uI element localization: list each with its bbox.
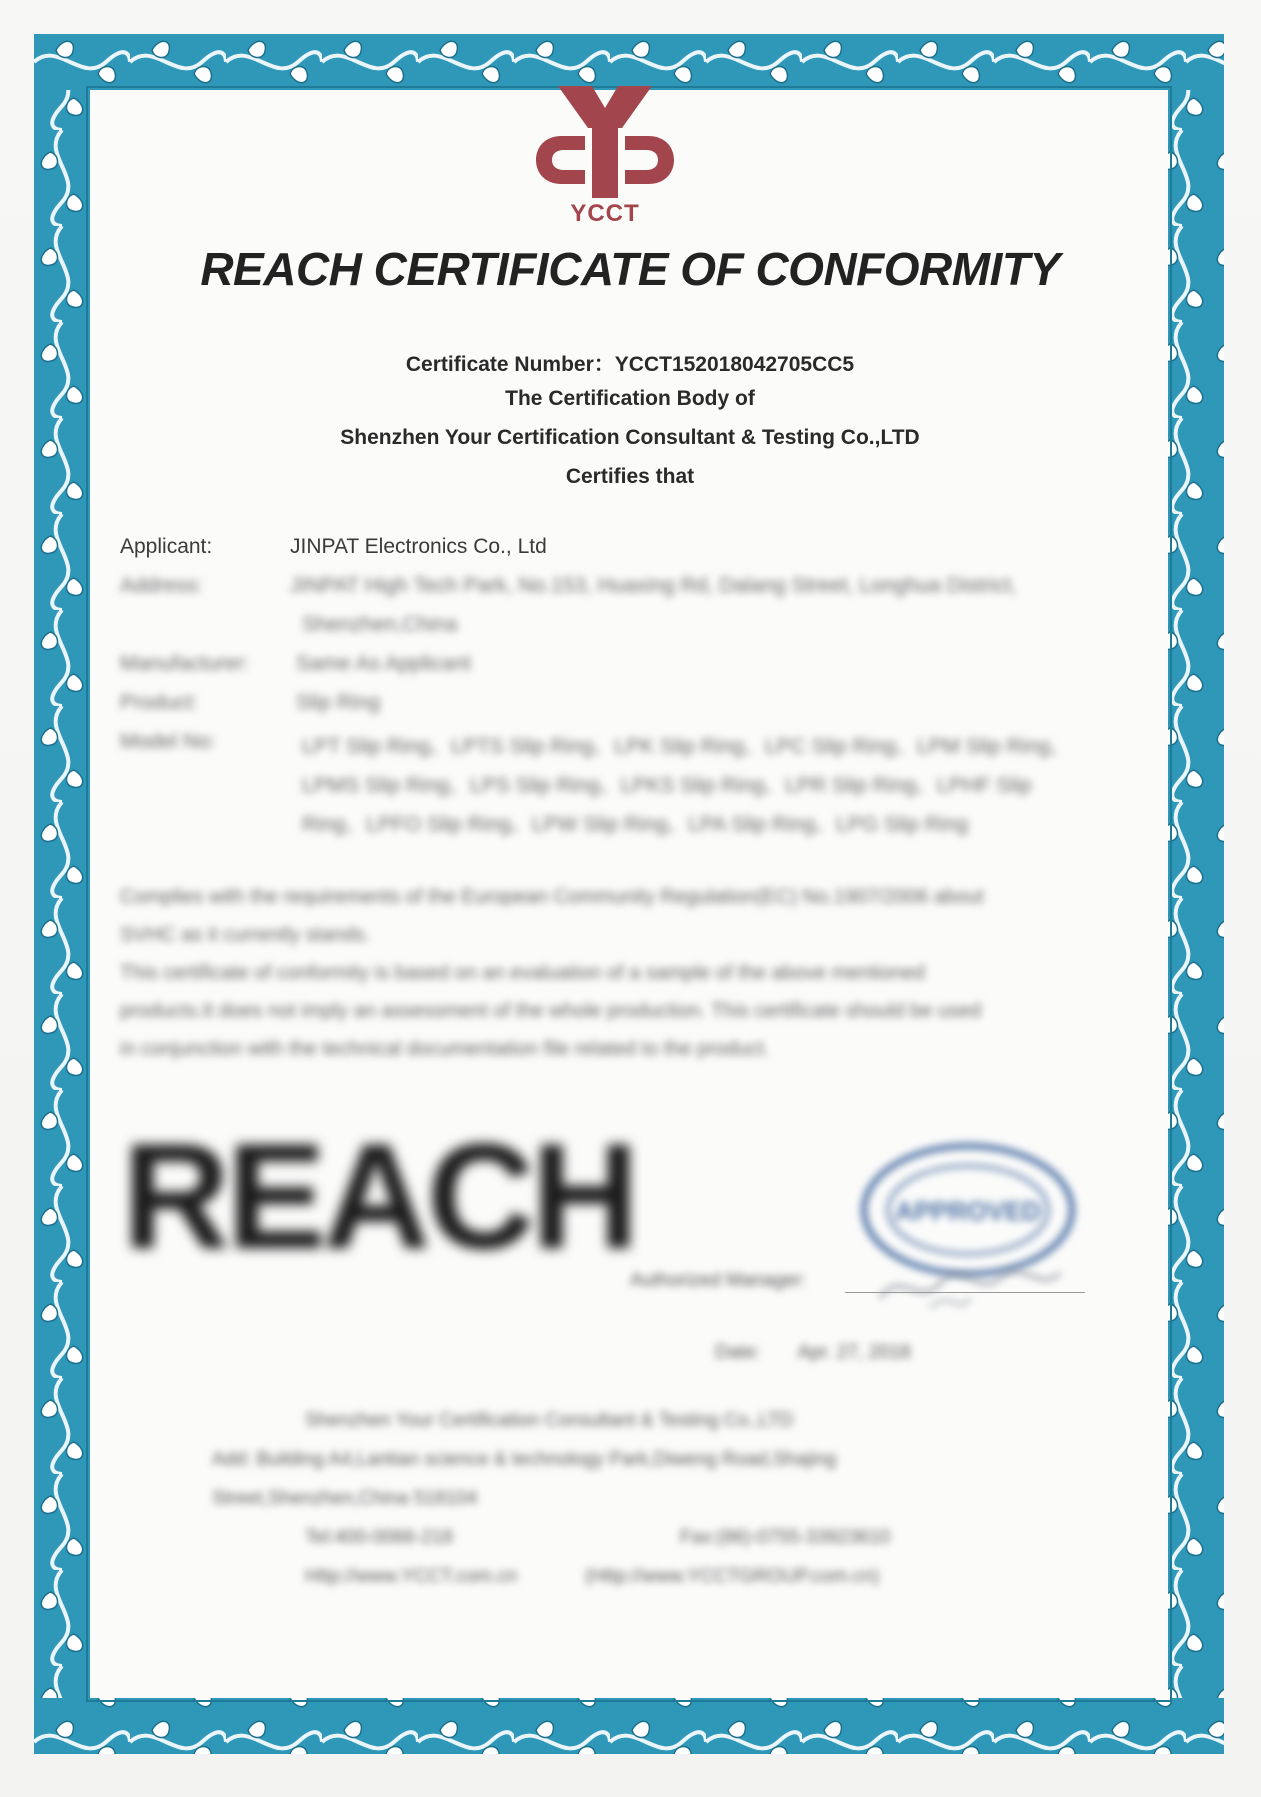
address-value-2: Shenzhen,China	[302, 613, 458, 636]
model-value-1: LPT Slip Ring、LPTS Slip Ring、LPK Slip Ring、LPC Slip Ring、LPM Slip Ring、	[302, 735, 1071, 758]
signature-line	[845, 1292, 1085, 1293]
body-paragraph-1-line-1: Complies with the requirements of the European Community Regulation(EC) No.1907/2006 about	[120, 886, 984, 908]
certifies-that: Certifies that	[565, 465, 695, 488]
address-value-1: JINPAT High Tech Park, No.153, Huaxing Rd, Dalang Street, Longhua District,	[290, 574, 1017, 597]
manufacturer-label: Manufacturer:	[120, 652, 250, 675]
model-value-3: Ring、LPFO Slip Ring、LPW Slip Ring、LPA Slip Ring、LPG Slip Ring	[302, 813, 969, 836]
product-value: Slip Ring	[296, 691, 381, 714]
address-label: Address:	[120, 574, 203, 597]
footer-address-2: Street,Shenzhen,China 518104	[212, 1488, 478, 1509]
footer-address-1: Add: Building A4,Lantian science & technology Park,Diweng Road,Shajing	[212, 1449, 837, 1470]
logo-text: YCCT	[570, 200, 640, 227]
footer-fax: Fax:(86)-0755-33923610	[680, 1527, 891, 1548]
authorized-manager-label: Authorized Manager:	[630, 1270, 807, 1291]
product-label: Product:	[120, 691, 199, 714]
date-label: Date:	[715, 1342, 761, 1363]
applicant-label: Applicant:	[120, 535, 213, 558]
stamp-text: APPROVED	[895, 1196, 1041, 1226]
reach-mark: REACH	[122, 1112, 636, 1280]
date-value: Apr. 27, 2018	[797, 1342, 911, 1363]
certification-body-line: The Certification Body of	[505, 387, 755, 410]
certification-company: Shenzhen Your Certification Consultant & Testing Co.,LTD	[340, 426, 920, 449]
manufacturer-value: Same As Applicant	[296, 652, 472, 675]
model-label: Model No:	[120, 730, 216, 753]
signature-scribble	[870, 1258, 1070, 1318]
body-paragraph-1-line-2: SVHC as it currently stands.	[120, 924, 371, 946]
certificate-title: REACH CERTIFICATE OF CONFORMITY	[200, 243, 1060, 295]
model-value-2: LPMS Slip Ring、LPS Slip Ring、LPKS Slip Ring、LPR Slip Ring、LPHF Slip	[302, 774, 1032, 797]
body-paragraph-2-line-3: in conjunction with the technical documentation file related to the product.	[120, 1038, 770, 1060]
footer-tel: Tel:400-0066-218	[305, 1527, 453, 1548]
footer-website-2: (Http://www.YCCTGROUP.com.cn)	[585, 1566, 880, 1587]
body-paragraph-2-line-1: This certificate of conformity is based on an evaluation of a sample of the above mentioned	[120, 962, 925, 984]
footer-company: Shenzhen Your Certification Consultant & Testing Co.,LTD	[305, 1410, 794, 1431]
footer-website-1: Http://www.YCCT.com.cn	[305, 1566, 518, 1587]
date-row	[715, 1342, 911, 1364]
body-paragraph-2-line-2: products.It does not imply an assessment of the whole production. This certificate should be used	[120, 1000, 982, 1022]
applicant-value: JINPAT Electronics Co., Ltd	[290, 535, 547, 558]
certificate-number: Certificate Number：YCCT152018042705CC5	[405, 353, 855, 376]
